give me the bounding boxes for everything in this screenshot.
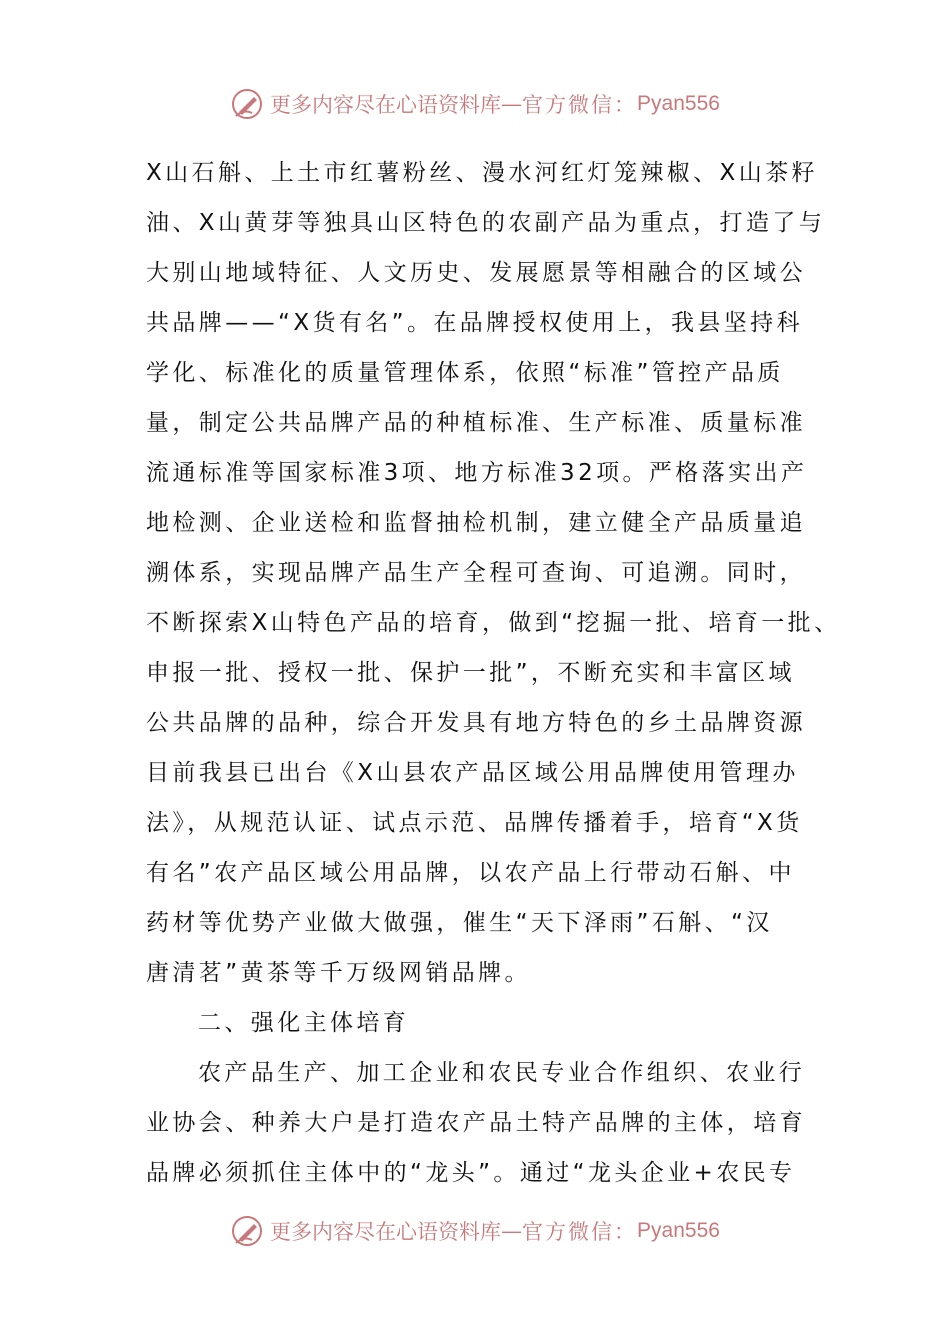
pen-logo-icon [230,1214,264,1248]
text-line: 流通标准等国家标准3项、地方标准32项。严格落实出产 [146,460,808,486]
watermark-wechat-label: 官方微信： [522,93,638,117]
text-line: 不断探索X山特色产品的培育，做到“挖掘一批、培育一批、 [146,610,841,636]
text-line: X山石斛、上土市红薯粉丝、漫水河红灯笼辣椒、X山茶籽 [146,160,818,186]
watermark-dash: — [501,92,523,116]
text-line: 唐清茗”黄茶等千万级网销品牌。 [146,960,531,986]
watermark-brand: 更多内容尽在心语资料库 [270,93,502,117]
text-line: 地检测、企业送检和监督抽检机制，建立健全产品质量追 [146,510,806,536]
text-line: 学化、标准化的质量管理体系，依照“标准”管控产品质 [146,360,784,386]
text-line: 业协会、种养大户是打造农产品土特产品牌的主体，培育 [146,1110,806,1136]
watermark-wechat-label: 官方微信： [522,1220,638,1244]
watermark-brand: 更多内容尽在心语资料库 [270,1220,502,1244]
text-line: 法》，从规范认证、试点示范、品牌传播着手，培育“X货 [146,810,803,836]
text-line: 油、X山黄芽等独具山区特色的农副产品为重点，打造了与 [146,210,826,236]
text-line: 溯体系，实现品牌产品生产全程可查询、可追溯。同时， [146,560,806,586]
text-line: 有名”农产品区域公用品牌，以农产品上行带动石斛、中 [146,860,795,886]
text-line: 目前我县已出台《X山县农产品区域公用品牌使用管理办 [146,760,799,786]
text-line: 品牌必须抓住主体中的“龙头”。通过“龙头企业+农民专 [146,1160,796,1186]
watermark-dash: — [501,1219,523,1243]
text-line: 二、强化主体培育 [198,1010,410,1036]
watermark-footer [0,1211,950,1251]
document-body [146,148,841,1198]
watermark-header [0,84,950,124]
watermark-wechat-id: Pyan556 [637,92,720,115]
text-line: 大别山地域特征、人文历史、发展愿景等相融合的区域公 [146,260,806,286]
text-line: 申报一批、授权一批、保护一批”，不断充实和丰富区域 [146,660,795,686]
text-line: 农产品生产、加工企业和农民专业合作组织、农业行 [198,1060,806,1086]
pen-logo-icon [230,87,264,121]
text-line: 共品牌——“X货有名”。在品牌授权使用上，我县坚持科 [146,310,803,336]
text-line: 公共品牌的品种，综合开发具有地方特色的乡土品牌资源 [146,710,806,736]
watermark-wechat-id: Pyan556 [637,1219,720,1242]
text-line: 量，制定公共品牌产品的种植标准、生产标准、质量标准 [146,410,806,436]
text-line: 药材等优势产业做大做强，催生“天下泽雨”石斛、“汉 [146,910,773,936]
